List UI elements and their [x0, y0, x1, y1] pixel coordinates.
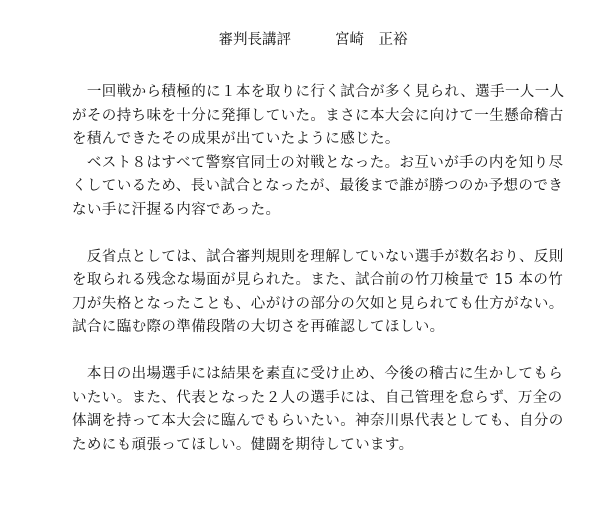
- text-line: くしているため、長い試合となったが、最後まで誰が勝つのか予想のでき: [72, 178, 564, 194]
- paragraph-spacer: [72, 222, 554, 246]
- paragraph-1: [72, 81, 565, 152]
- document-page: [72, 30, 565, 457]
- text-line: ない手に汗握る内容であった。: [72, 201, 281, 218]
- author-name: 宮崎 正裕: [335, 32, 408, 48]
- text-line: 刀が失格となったことも、心がけの部分の欠如と見られても仕方がない。: [72, 295, 564, 312]
- document-header: [72, 30, 554, 50]
- text-line: いたい。また、代表となった２人の選手には、自己管理を怠らず、万全の: [72, 389, 563, 406]
- text-line: 一回戦から積極的に１本を取りに行く試合が多く見られ、選手一人一人: [72, 84, 565, 100]
- text-line: 本日の出場選手には結果を素直に受け止め、今後の稽古に生かしてもら: [72, 366, 564, 382]
- text-line: 体調を持って本大会に臨んでもらいたい。神奈川県代表としても、自分の: [72, 413, 564, 429]
- document-title: 審判長講評: [218, 32, 291, 48]
- text-line: ためにも頑張ってほしい。健闘を期待しています。: [72, 436, 414, 453]
- text-line: を取られる残念な場面が見られた。また、試合前の竹刀検量で 15 本の竹: [72, 272, 564, 288]
- text-line: 試合に臨む際の準備段階の大切さを再確認してほしい。: [72, 319, 445, 335]
- text-line: を積んできたその成果が出ていたように感じた。: [72, 131, 400, 147]
- text-line: ベスト８はすべて警察官同士の対戦となった。お互いが手の内を知り尽: [72, 154, 564, 171]
- paragraph-4: [72, 363, 564, 457]
- paragraph-3: [72, 246, 564, 340]
- paragraph-spacer: [72, 340, 554, 364]
- text-line: がその持ち味を十分に発揮していた。まさに本大会に向けて一生懸命稽古: [72, 107, 564, 124]
- text-line: 反省点としては、試合審判規則を理解していない選手が数名おり、反則: [72, 248, 564, 265]
- paragraph-2: [72, 152, 564, 223]
